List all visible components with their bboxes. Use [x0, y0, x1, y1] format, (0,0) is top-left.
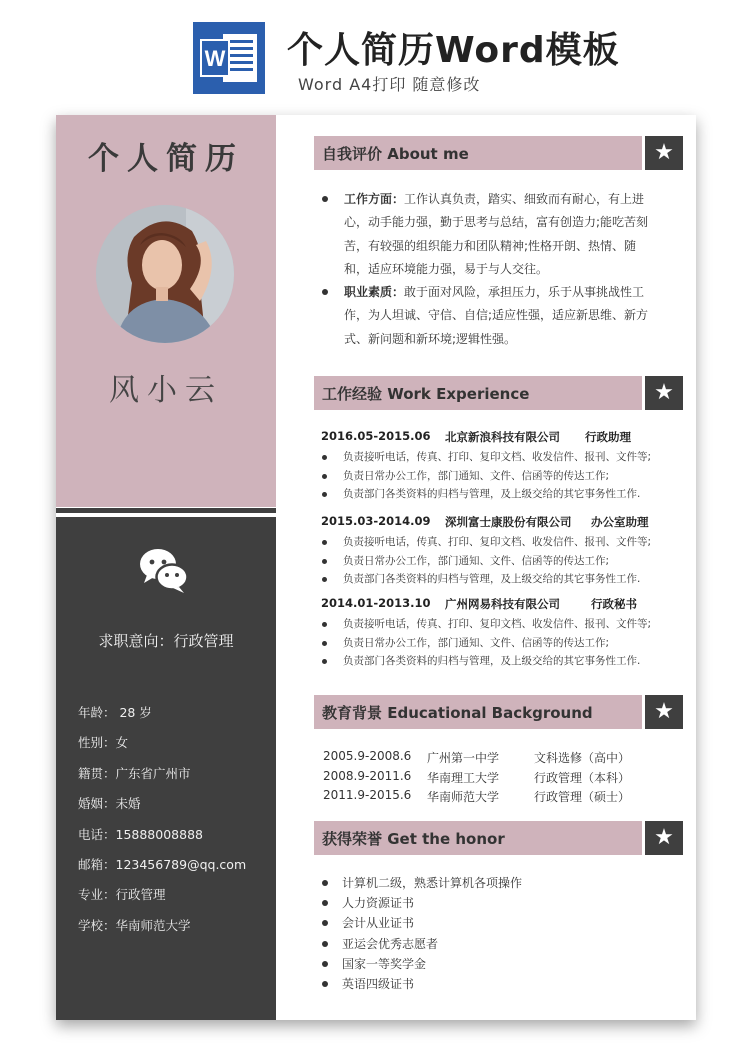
about-text: 工作认真负责，踏实、细致而有耐心，有上进心，动手能力强，勤于思考与总结，富有创造力;能吃苦刻苦，有较强的组织能力和团队精神;性格开朗、热情、随和，适应环境能力强，易于与人交往。 — [344, 192, 649, 276]
info-major: 专业：行政管理 — [78, 887, 166, 903]
section-header-about — [314, 136, 683, 170]
info-hometown: 籍贯：广东省广州市 — [78, 765, 191, 781]
info-school: 学校：华南师范大学 — [78, 917, 191, 933]
honor-item: 国家一等奖学金 — [320, 954, 522, 974]
about-item — [320, 188, 650, 281]
sidebar-divider — [56, 508, 276, 513]
profile-photo — [96, 205, 234, 343]
edu-major: 行政管理（硕士） — [534, 790, 631, 804]
info-age: 年龄： 28 岁 — [78, 705, 152, 720]
edu-period: 2008.9-2011.6 — [323, 769, 412, 783]
job-duty: 负责接听电话，传真、打印、复印文档、收发信件、报刊、文件等; — [321, 533, 691, 552]
job-period: 2015.03-2014.09 — [321, 514, 431, 528]
job-role: 行政助理 — [585, 430, 631, 444]
personal-info-list — [78, 703, 246, 946]
job-duty: 负责日常办公工作，部门通知、文件、信函等的传达工作; — [321, 552, 691, 571]
candidate-name: 风小云 — [109, 373, 223, 408]
job-company: 北京新浪科技有限公司 — [445, 430, 560, 444]
star-icon: ★ — [645, 136, 683, 170]
job-duty: 负责部门各类资料的归档与管理，及上级交给的其它事务性工作. — [321, 570, 691, 589]
job-entry — [321, 514, 691, 589]
section-bar — [314, 821, 642, 855]
about-list — [320, 188, 650, 351]
honor-item: 会计从业证书 — [320, 913, 522, 933]
honor-item: 计算机二级，熟悉计算机各项操作 — [320, 873, 522, 893]
section-bar — [314, 695, 642, 729]
section-title: 自我评价 About me — [322, 145, 469, 163]
section-header-education — [314, 695, 683, 729]
education-row — [323, 749, 683, 769]
edu-school: 华南师范大学 — [427, 790, 500, 804]
wechat-icon — [139, 547, 189, 593]
job-duty: 负责日常办公工作，部门通知、文件、信函等的传达工作; — [321, 634, 691, 653]
resume-page — [56, 115, 696, 1020]
education-row — [323, 769, 683, 789]
star-icon: ★ — [645, 821, 683, 855]
job-intent: 求职意向：行政管理 — [98, 632, 234, 650]
info-marital: 婚姻：未婚 — [78, 796, 141, 812]
edu-major: 文科选修（高中） — [534, 751, 631, 765]
svg-text:W: W — [204, 46, 226, 71]
education-row — [323, 788, 683, 808]
edu-major: 行政管理（本科） — [534, 771, 631, 785]
job-header — [321, 514, 691, 531]
job-header — [321, 429, 691, 446]
about-label: 工作方面： — [344, 192, 405, 206]
section-header-work — [314, 376, 683, 410]
job-duties — [321, 448, 691, 504]
section-title: 教育背景 Educational Background — [322, 704, 593, 722]
resume-title: 个人简历 — [88, 141, 244, 177]
info-email: 邮箱：123456789@qq.com — [78, 856, 247, 872]
section-title: 获得荣誉 Get the honor — [322, 830, 505, 848]
banner-subtitle: Word A4打印 随意修改 — [298, 75, 481, 94]
edu-period: 2011.9-2015.6 — [323, 788, 412, 802]
job-header — [321, 596, 691, 613]
job-company: 深圳富士康股份有限公司 — [445, 515, 572, 529]
section-bar — [314, 136, 642, 170]
info-phone: 电话：15888008888 — [78, 826, 203, 842]
job-duties — [321, 533, 691, 589]
banner-title: 个人简历Word模板 — [287, 30, 620, 71]
job-period: 2014.01-2013.10 — [321, 596, 431, 610]
edu-school: 广州第一中学 — [427, 751, 500, 765]
word-logo-icon — [193, 22, 265, 94]
job-role: 办公室助理 — [591, 515, 649, 529]
job-duty: 负责接听电话，传真、打印、复印文档、收发信件、报刊、文件等; — [321, 448, 691, 467]
job-company: 广州网易科技有限公司 — [445, 597, 560, 611]
edu-period: 2005.9-2008.6 — [323, 749, 412, 763]
honors-list — [320, 873, 522, 994]
about-text: 敢于面对风险，承担压力，乐于从事挑战性工作，为人坦诚、守信、自信;适应性强，适应新思维、新方式、新问题和新环境;逻辑性强。 — [344, 285, 649, 346]
about-item — [320, 281, 650, 351]
honor-item: 英语四级证书 — [320, 974, 522, 994]
honor-item: 亚运会优秀志愿者 — [320, 934, 522, 954]
star-icon: ★ — [645, 695, 683, 729]
section-bar — [314, 376, 642, 410]
job-duty: 负责部门各类资料的归档与管理，及上级交给的其它事务性工作. — [321, 652, 691, 671]
job-duty: 负责接听电话，传真、打印、复印文档、收发信件、报刊、文件等; — [321, 615, 691, 634]
job-duties — [321, 615, 691, 671]
job-duty: 负责部门各类资料的归档与管理，及上级交给的其它事务性工作. — [321, 485, 691, 504]
job-duty: 负责日常办公工作，部门通知、文件、信函等的传达工作; — [321, 467, 691, 486]
job-entry — [321, 596, 691, 671]
star-icon: ★ — [645, 376, 683, 410]
sidebar — [56, 115, 276, 1020]
about-label: 职业素质： — [344, 285, 405, 300]
job-entry — [321, 429, 691, 504]
job-period: 2016.05-2015.06 — [321, 429, 431, 443]
section-title: 工作经验 Work Experience — [322, 385, 530, 403]
job-role: 行政秘书 — [591, 597, 637, 611]
info-gender: 性别：女 — [78, 735, 129, 751]
honor-item: 人力资源证书 — [320, 893, 522, 913]
template-banner — [0, 0, 750, 105]
section-header-honor — [314, 821, 683, 855]
edu-school: 华南理工大学 — [427, 771, 500, 785]
